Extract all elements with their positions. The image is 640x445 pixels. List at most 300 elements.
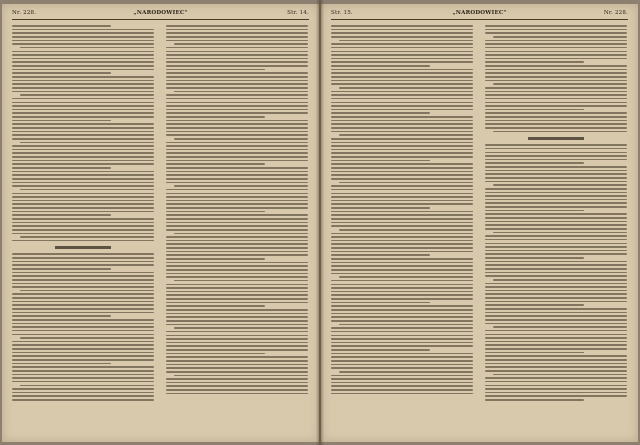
text-line — [174, 280, 308, 282]
text-line — [166, 196, 308, 198]
text-line — [485, 290, 627, 292]
text-line — [331, 163, 473, 165]
left-page-issue-number: Nr. 228. — [12, 10, 37, 16]
text-line — [331, 360, 473, 362]
text-line — [166, 302, 308, 304]
text-line — [12, 392, 154, 394]
text-line — [12, 76, 154, 78]
text-line — [331, 287, 473, 289]
text-line — [166, 262, 308, 264]
text-line — [12, 222, 154, 224]
text-line — [166, 171, 308, 173]
text-line — [485, 29, 627, 31]
text-line — [339, 229, 473, 231]
text-line — [12, 80, 154, 82]
text-line — [485, 213, 627, 215]
text-line — [485, 25, 627, 27]
text-line — [485, 112, 627, 114]
text-line — [331, 43, 473, 45]
text-line — [331, 284, 473, 286]
text-line — [12, 167, 111, 169]
text-line — [485, 105, 627, 107]
text-line — [485, 304, 584, 306]
text-line — [331, 149, 473, 151]
text-line — [331, 273, 473, 275]
text-line — [166, 211, 265, 213]
left-page-page-number: Str. 14. — [287, 10, 309, 16]
text-line — [493, 131, 627, 133]
text-line — [12, 193, 154, 195]
text-line — [485, 76, 627, 78]
text-line — [12, 152, 154, 154]
text-line — [493, 184, 627, 186]
text-line — [331, 32, 473, 34]
text-line — [485, 166, 627, 168]
text-line — [331, 338, 473, 340]
text-line — [331, 305, 473, 307]
text-line — [331, 302, 430, 304]
text-line — [485, 341, 627, 343]
text-line — [166, 218, 308, 220]
text-line — [166, 236, 308, 238]
text-line — [485, 51, 627, 53]
text-line — [485, 293, 627, 295]
text-line — [485, 162, 584, 164]
text-line — [12, 301, 154, 303]
text-line — [485, 72, 627, 74]
text-line — [166, 389, 308, 391]
text-line — [331, 214, 473, 216]
text-line — [12, 341, 154, 343]
text-line — [166, 25, 308, 27]
text-line — [166, 251, 308, 253]
text-line — [174, 138, 308, 140]
text-line — [485, 257, 584, 259]
text-line — [166, 207, 308, 209]
text-line — [166, 247, 308, 249]
text-line — [12, 207, 154, 209]
text-line — [331, 375, 473, 377]
text-line — [485, 80, 627, 82]
text-line — [331, 309, 473, 311]
text-line — [485, 181, 627, 183]
text-line — [485, 363, 627, 365]
text-line — [331, 116, 473, 118]
text-line — [166, 324, 308, 326]
text-line — [12, 286, 154, 288]
text-line — [485, 243, 627, 245]
text-line — [166, 342, 308, 344]
text-line — [166, 32, 308, 34]
text-line — [12, 363, 111, 365]
text-line — [12, 283, 154, 285]
text-line — [166, 76, 308, 78]
text-line — [331, 72, 473, 74]
text-line — [20, 337, 154, 339]
text-line — [485, 58, 627, 60]
text-line — [174, 91, 308, 93]
text-line — [339, 371, 473, 373]
text-line — [331, 389, 473, 391]
text-line — [166, 345, 308, 347]
left-page-column-2 — [166, 23, 308, 436]
text-line — [331, 193, 473, 195]
text-line — [485, 144, 627, 146]
text-line — [331, 254, 430, 256]
text-line — [485, 268, 627, 270]
text-line — [12, 163, 154, 165]
text-line — [331, 353, 473, 355]
text-line — [485, 116, 627, 118]
text-line — [12, 359, 154, 361]
text-line — [12, 370, 154, 372]
text-line — [331, 236, 473, 238]
text-line — [485, 385, 627, 387]
text-line — [166, 69, 265, 71]
text-line — [12, 25, 111, 27]
text-line — [485, 239, 627, 241]
text-line — [331, 80, 473, 82]
text-line — [485, 323, 627, 325]
text-line — [485, 337, 627, 339]
text-line — [12, 315, 111, 317]
text-line — [485, 261, 627, 263]
text-line — [12, 344, 154, 346]
text-line — [331, 160, 430, 162]
text-line — [485, 359, 627, 361]
text-line — [331, 294, 473, 296]
text-line — [485, 352, 584, 354]
text-line — [12, 377, 154, 379]
right-page-page-number: Str. 15. — [331, 10, 353, 16]
text-line — [485, 272, 627, 274]
text-line — [331, 127, 473, 129]
text-line — [485, 388, 627, 390]
text-line — [166, 178, 308, 180]
text-line — [331, 356, 473, 358]
text-line — [166, 149, 308, 151]
text-line — [166, 364, 308, 366]
text-line — [166, 51, 308, 53]
text-line — [12, 160, 154, 162]
text-line — [12, 138, 154, 140]
text-line — [166, 385, 308, 387]
text-line — [20, 236, 154, 238]
text-line — [166, 65, 308, 67]
text-line — [331, 345, 473, 347]
text-line — [166, 203, 308, 205]
text-line — [331, 327, 473, 329]
text-line — [12, 272, 154, 274]
text-line — [331, 112, 430, 114]
text-line — [166, 360, 308, 362]
text-line — [12, 120, 111, 122]
text-line — [166, 240, 308, 242]
text-line — [485, 199, 627, 201]
text-line — [331, 76, 473, 78]
text-line — [485, 102, 627, 104]
text-line — [12, 253, 154, 255]
text-line — [166, 105, 308, 107]
text-line — [166, 47, 308, 49]
text-line — [331, 291, 473, 293]
text-line — [331, 316, 473, 318]
text-line — [12, 319, 154, 321]
text-line — [485, 152, 627, 154]
text-line — [331, 105, 473, 107]
text-line — [485, 192, 627, 194]
text-line — [12, 196, 154, 198]
text-line — [485, 210, 584, 212]
text-line — [166, 335, 308, 337]
text-line — [174, 375, 308, 377]
text-line — [485, 170, 627, 172]
text-line — [331, 51, 473, 53]
text-line — [485, 355, 627, 357]
text-line — [331, 258, 473, 260]
text-line — [485, 61, 584, 63]
text-line — [20, 290, 154, 292]
text-line — [493, 232, 627, 234]
text-line — [12, 40, 154, 42]
text-line — [12, 58, 154, 60]
text-line — [166, 167, 308, 169]
text-line — [485, 283, 627, 285]
text-line — [12, 203, 154, 205]
text-line — [485, 120, 627, 122]
text-line — [485, 32, 627, 34]
text-line — [12, 268, 111, 270]
text-line — [485, 312, 627, 314]
right-page-masthead: „NARODOWIEC" — [452, 10, 507, 16]
text-line — [166, 116, 265, 118]
left-page — [2, 4, 319, 442]
text-line — [166, 378, 308, 380]
text-line — [174, 185, 308, 187]
text-line — [485, 123, 627, 125]
text-line — [166, 163, 265, 165]
text-line — [166, 214, 308, 216]
text-line — [485, 109, 584, 111]
text-line — [166, 382, 308, 384]
text-line — [166, 313, 308, 315]
text-line — [331, 185, 473, 187]
text-line — [485, 308, 627, 310]
text-line — [485, 235, 627, 237]
text-line — [12, 348, 154, 350]
text-line — [166, 40, 308, 42]
text-line — [331, 251, 473, 253]
text-line — [166, 338, 308, 340]
text-line — [485, 366, 627, 368]
text-line — [12, 293, 154, 295]
text-line — [331, 262, 473, 264]
text-line — [12, 225, 154, 227]
text-line — [12, 261, 154, 263]
left-page-masthead: „NARODOWIEC" — [133, 10, 188, 16]
text-line — [331, 233, 473, 235]
text-line — [331, 298, 473, 300]
text-line — [339, 87, 473, 89]
text-line — [12, 116, 154, 118]
text-line — [12, 131, 154, 133]
text-line — [485, 155, 627, 157]
text-line — [485, 217, 627, 219]
section-heading — [55, 246, 112, 249]
text-line — [331, 91, 473, 93]
left-page-column-1 — [12, 23, 154, 436]
text-line — [166, 160, 308, 162]
text-line — [485, 69, 627, 71]
text-line — [166, 298, 308, 300]
text-line — [20, 142, 154, 144]
text-line — [331, 331, 473, 333]
text-line — [485, 330, 627, 332]
text-line — [331, 207, 430, 209]
text-line — [485, 87, 627, 89]
text-line — [166, 356, 308, 358]
text-line — [12, 326, 154, 328]
text-line — [166, 131, 308, 133]
text-line — [331, 280, 473, 282]
text-line — [12, 211, 154, 213]
text-line — [12, 200, 154, 202]
text-line — [12, 308, 154, 310]
text-line — [331, 102, 473, 104]
right-page-header-rule — [331, 19, 628, 20]
text-line — [166, 331, 308, 333]
text-line — [485, 253, 627, 255]
text-line — [331, 342, 473, 344]
text-line — [331, 152, 473, 154]
text-line — [166, 83, 308, 85]
text-line — [12, 182, 154, 184]
text-line — [485, 344, 627, 346]
text-line — [485, 297, 627, 299]
text-line — [12, 185, 154, 187]
text-line — [331, 222, 473, 224]
text-line — [331, 269, 473, 271]
text-line — [12, 374, 154, 376]
text-line — [166, 80, 308, 82]
text-line — [485, 264, 627, 266]
text-line — [12, 218, 154, 220]
text-line — [166, 276, 308, 278]
text-line — [166, 152, 308, 154]
text-line — [331, 25, 473, 27]
text-line — [331, 58, 473, 60]
text-line — [12, 72, 111, 74]
text-line — [485, 65, 627, 67]
text-line — [331, 196, 473, 198]
book-gutter — [316, 0, 324, 445]
text-line — [12, 69, 154, 71]
text-line — [12, 36, 154, 38]
text-line — [166, 109, 308, 111]
text-line — [331, 29, 473, 31]
text-line — [12, 352, 154, 354]
text-line — [12, 174, 154, 176]
text-line — [12, 102, 154, 104]
text-line — [331, 54, 473, 56]
text-line — [166, 243, 308, 245]
text-line — [166, 36, 308, 38]
text-line — [331, 131, 473, 133]
text-line — [12, 233, 154, 235]
text-line — [331, 211, 473, 213]
text-line — [166, 145, 308, 147]
text-line — [331, 203, 473, 205]
text-line — [12, 366, 154, 368]
text-line — [331, 393, 473, 395]
text-line — [12, 330, 154, 332]
text-line — [331, 98, 473, 100]
text-line — [166, 353, 265, 355]
text-line — [166, 102, 308, 104]
text-line — [485, 381, 627, 383]
text-line — [12, 32, 154, 34]
text-line — [166, 98, 308, 100]
text-line — [166, 193, 308, 195]
text-line — [485, 246, 627, 248]
text-line — [166, 120, 308, 122]
text-line — [166, 189, 308, 191]
text-line — [331, 313, 473, 315]
text-line — [485, 202, 627, 204]
right-page — [321, 4, 638, 442]
text-line — [485, 228, 627, 230]
text-line — [174, 327, 308, 329]
text-line — [485, 47, 627, 49]
text-line — [12, 275, 154, 277]
text-line — [331, 69, 473, 71]
text-line — [12, 65, 154, 67]
text-line — [493, 83, 627, 85]
text-line — [485, 148, 627, 150]
text-line — [12, 399, 154, 401]
text-line — [20, 189, 154, 191]
text-line — [166, 294, 308, 296]
text-line — [331, 335, 473, 337]
text-line — [331, 174, 473, 176]
text-line — [12, 43, 154, 45]
text-line — [331, 320, 473, 322]
text-line — [166, 225, 308, 227]
text-line — [485, 195, 627, 197]
text-line — [331, 171, 473, 173]
text-line — [331, 382, 473, 384]
text-line — [12, 127, 154, 129]
text-line — [12, 145, 154, 147]
text-line — [331, 218, 473, 220]
text-line — [166, 134, 308, 136]
text-line — [331, 189, 473, 191]
text-line — [485, 221, 627, 223]
text-line — [12, 87, 154, 89]
text-line — [166, 94, 308, 96]
text-line — [331, 65, 430, 67]
text-line — [166, 320, 308, 322]
text-line — [331, 109, 473, 111]
text-line — [485, 286, 627, 288]
text-line — [331, 200, 473, 202]
text-line — [12, 171, 154, 173]
text-line — [166, 287, 308, 289]
text-line — [485, 224, 627, 226]
text-line — [12, 297, 154, 299]
text-line — [166, 123, 308, 125]
text-line — [12, 156, 154, 158]
